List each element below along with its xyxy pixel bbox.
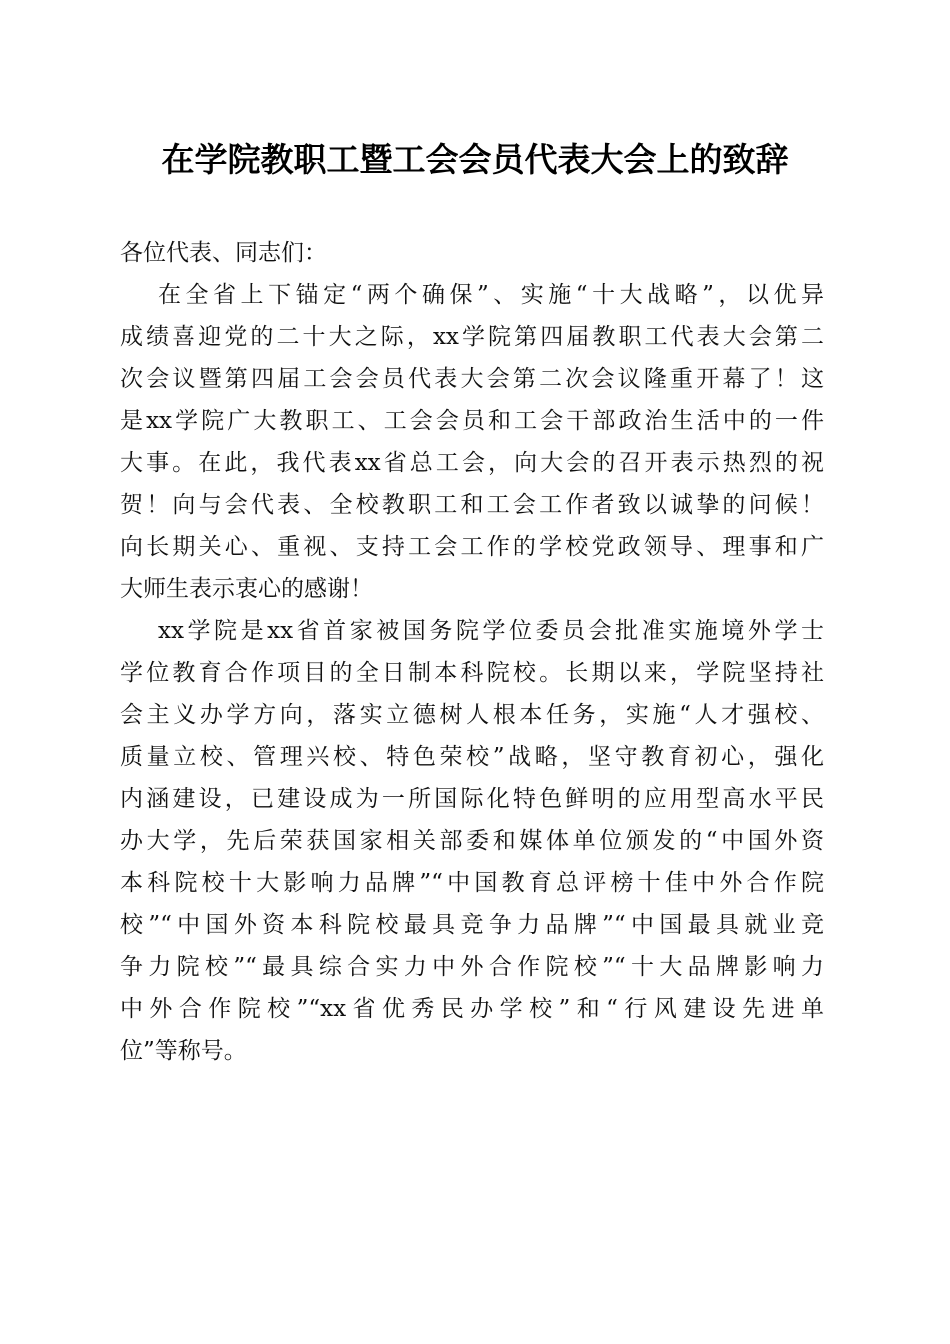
paragraph-line: 大师生表示衷心的感谢！ (120, 576, 373, 602)
paragraph-line: 是xx学院广大教职工、工会会员和工会干部政治生活中的一件 (120, 408, 824, 434)
paragraph-2 (120, 610, 824, 1072)
paragraph-line: 质量立校、管理兴校、特色荣校”战略，坚守教育初心，强化 (120, 744, 824, 770)
paragraph-line: 次会议暨第四届工会会员代表大会第二次会议隆重开幕了！这 (120, 366, 824, 392)
salutation: 各位代表、同志们： (120, 240, 327, 266)
paragraph-line: 争力院校”“最具综合实力中外合作院校”“十大品牌影响力 (120, 954, 824, 980)
paragraph-line: 会主义办学方向，落实立德树人根本任务，实施“人才强校、 (120, 702, 824, 728)
paragraph-line: 位”等称号。 (120, 1038, 247, 1064)
paragraph-line: 学位教育合作项目的全日制本科院校。长期以来，学院坚持社 (120, 660, 824, 686)
paragraph-line: 在全省上下锚定“两个确保”、实施“十大战略”，以优异 (158, 282, 824, 308)
document-body (120, 232, 824, 1072)
document-title: 在学院教职工暨工会会员代表大会上的致辞 (161, 140, 789, 179)
paragraph-line: 校”“中国外资本科院校最具竞争力品牌”“中国最具就业竞 (120, 912, 824, 938)
paragraph-line: 贺！向与会代表、全校教职工和工会工作者致以诚挚的问候！ (120, 492, 824, 518)
paragraph-line: xx学院是xx省首家被国务院学位委员会批准实施境外学士 (158, 618, 824, 644)
paragraph-line: 中外合作院校”“xx省优秀民办学校”和“行风建设先进单 (120, 996, 824, 1022)
paragraph-1 (120, 274, 824, 610)
paragraph-line: 内涵建设，已建设成为一所国际化特色鲜明的应用型高水平民 (120, 786, 824, 812)
paragraph-line: 办大学，先后荣获国家相关部委和媒体单位颁发的“中国外资 (120, 828, 824, 854)
paragraph-line: 本科院校十大影响力品牌”“中国教育总评榜十佳中外合作院 (120, 870, 824, 896)
paragraph-line: 成绩喜迎党的二十大之际，xx学院第四届教职工代表大会第二 (120, 324, 824, 350)
paragraph-line: 大事。在此，我代表xx省总工会，向大会的召开表示热烈的祝 (120, 450, 824, 476)
paragraph-line: 向长期关心、重视、支持工会工作的学校党政领导、理事和广 (120, 534, 824, 560)
